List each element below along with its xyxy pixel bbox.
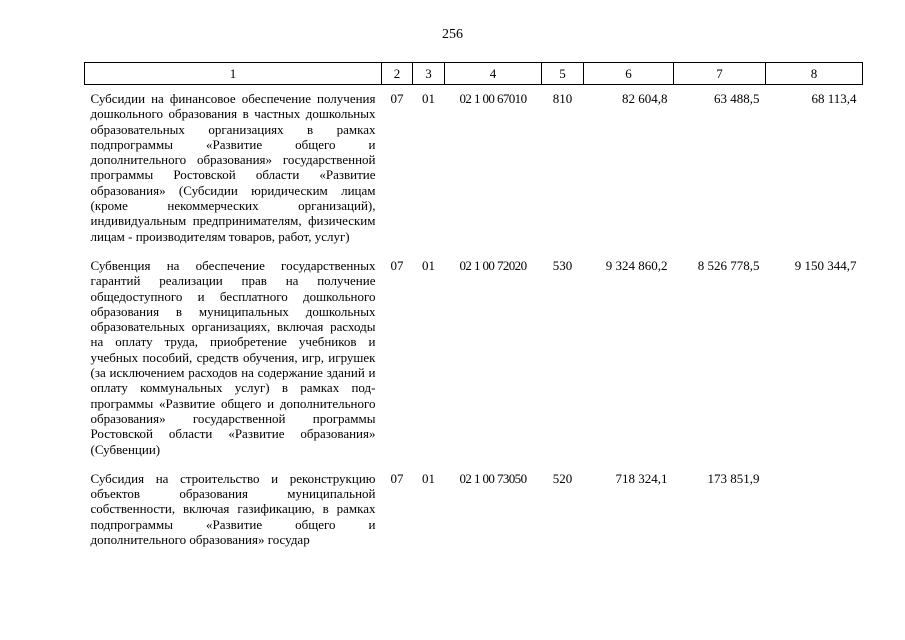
amount-col8: 68 113,4 [811,91,857,106]
subsection-code: 01 [422,91,435,106]
header-cell: 7 [674,63,766,85]
expense-type-code: 810 [552,91,573,106]
row-description: Субвенция на обеспечение государственных гарантий реализации прав на получение общедоступного и бесплатного дошкольного образования в муниципальных дошкольных образовательных организациях, включая расходы на оплату труда, приобретение учебников и учебных пособий, средств обучения, игр, игрушек (за исключением расходов на содержание зданий и оплату коммунальных услуг) в рамках подпрограммы «Развитие общего и дополнительного образования» государственной программы Ростовской области «Развитие образования» (Субвенции) [90,257,376,457]
section-code: 07 [390,470,404,486]
header-cell: 4 [445,63,542,85]
expense-type-code: 520 [552,470,573,486]
table-row [85,465,863,555]
subsection-code: 01 [422,470,435,486]
amount-col7: 173 851,9 [707,470,760,486]
row-description: Субсидия на строительство и реконструкцию объектов образования муниципальной собственности, включая газификацию, в рамках подпрограммы «Развитие общего и дополнительного образования» государ [90,470,376,548]
amount-col7: 8 526 778,5 [697,257,760,273]
amount-col6: 82 604,8 [622,91,668,106]
header-cell: 6 [584,63,674,85]
header-row [85,63,863,85]
amount-col8: 9 150 344,7 [794,257,857,273]
amount-col6: 718 324,1 [615,470,668,486]
table-row [85,252,863,465]
target-article-code: 02 1 00 67010 [459,91,527,106]
section-code: 07 [390,257,404,273]
target-article-code: 02 1 00 73050 [459,470,527,486]
amount-col7: 63 488,5 [714,91,760,106]
header-cell: 3 [413,63,445,85]
header-cell: 1 [85,63,382,85]
header-cell: 8 [766,63,863,85]
expense-type-code: 530 [552,257,573,273]
subsection-code: 01 [422,257,435,273]
row-description: Субсидии на финансовое обеспечение получения дошкольного образования в частных дошкольных образовательных организациях в рамках подпрограммы «Развитие общего и дополнительного образования» государственной программы Ростовской области «Развитие образования» (Субсидии юридическим лицам (кроме некоммерческих организаций), индивидуальным предпринимателям, физическим лицам - производителям товаров, работ, услуг) [90,91,376,244]
amount-col6: 9 324 860,2 [605,257,668,273]
section-code: 07 [390,91,404,106]
header-cell: 5 [542,63,584,85]
header-cell: 2 [382,63,413,85]
amount-col8 [766,465,863,555]
page-number: 256 [442,27,463,42]
target-article-code: 02 1 00 72020 [459,257,527,273]
budget-table [84,62,863,555]
table-row [85,85,863,252]
